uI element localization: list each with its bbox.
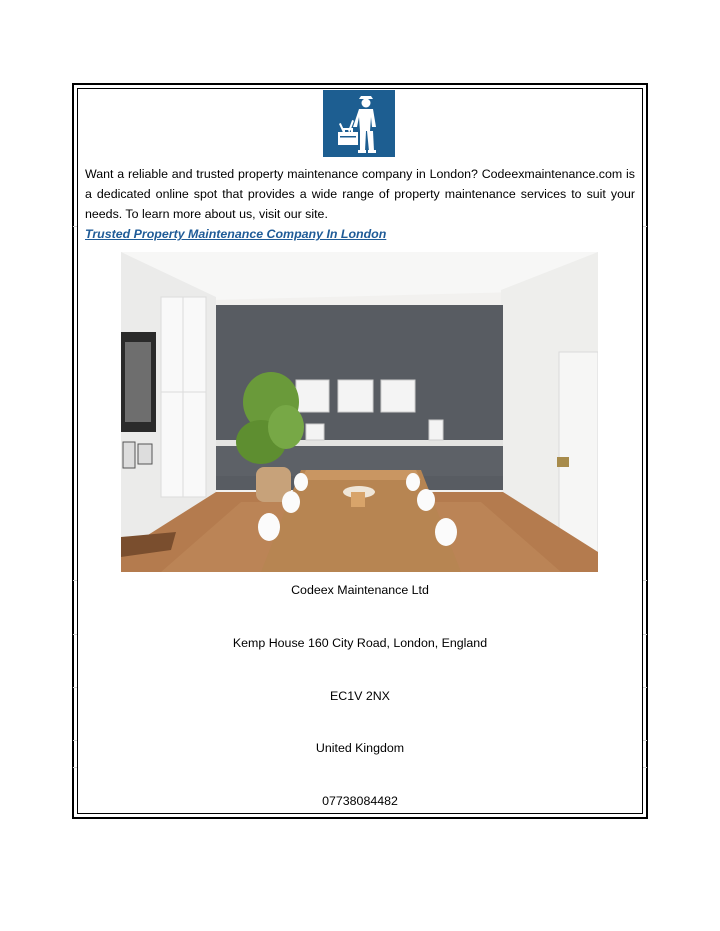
address-line: Kemp House 160 City Road, London, England xyxy=(232,636,488,650)
margin-tick xyxy=(73,580,77,581)
dining-room-photo xyxy=(121,252,598,572)
phone-number: 07738084482 xyxy=(322,794,398,808)
country: United Kingdom xyxy=(315,741,405,755)
margin-tick xyxy=(73,687,77,688)
margin-tick xyxy=(643,687,647,688)
margin-tick xyxy=(643,767,647,768)
margin-tick xyxy=(643,740,647,741)
postcode: EC1V 2NX xyxy=(330,689,390,703)
margin-tick xyxy=(73,767,77,768)
trusted-maintenance-link[interactable]: Trusted Property Maintenance Company In London xyxy=(85,227,387,241)
margin-tick xyxy=(643,634,647,635)
handyman-logo-icon xyxy=(323,90,395,157)
intro-paragraph: Want a reliable and trusted property maintenance company in London? Codeexmaintenance.com is a dedicated online spot that provides a wide range of property maintenance services to suit your needs. To learn more about us, visit our site. xyxy=(85,167,635,221)
margin-tick xyxy=(643,580,647,581)
margin-tick xyxy=(73,226,77,227)
margin-tick xyxy=(73,740,77,741)
margin-tick xyxy=(73,634,77,635)
margin-tick xyxy=(643,226,647,227)
company-name: Codeex Maintenance Ltd xyxy=(291,583,429,597)
